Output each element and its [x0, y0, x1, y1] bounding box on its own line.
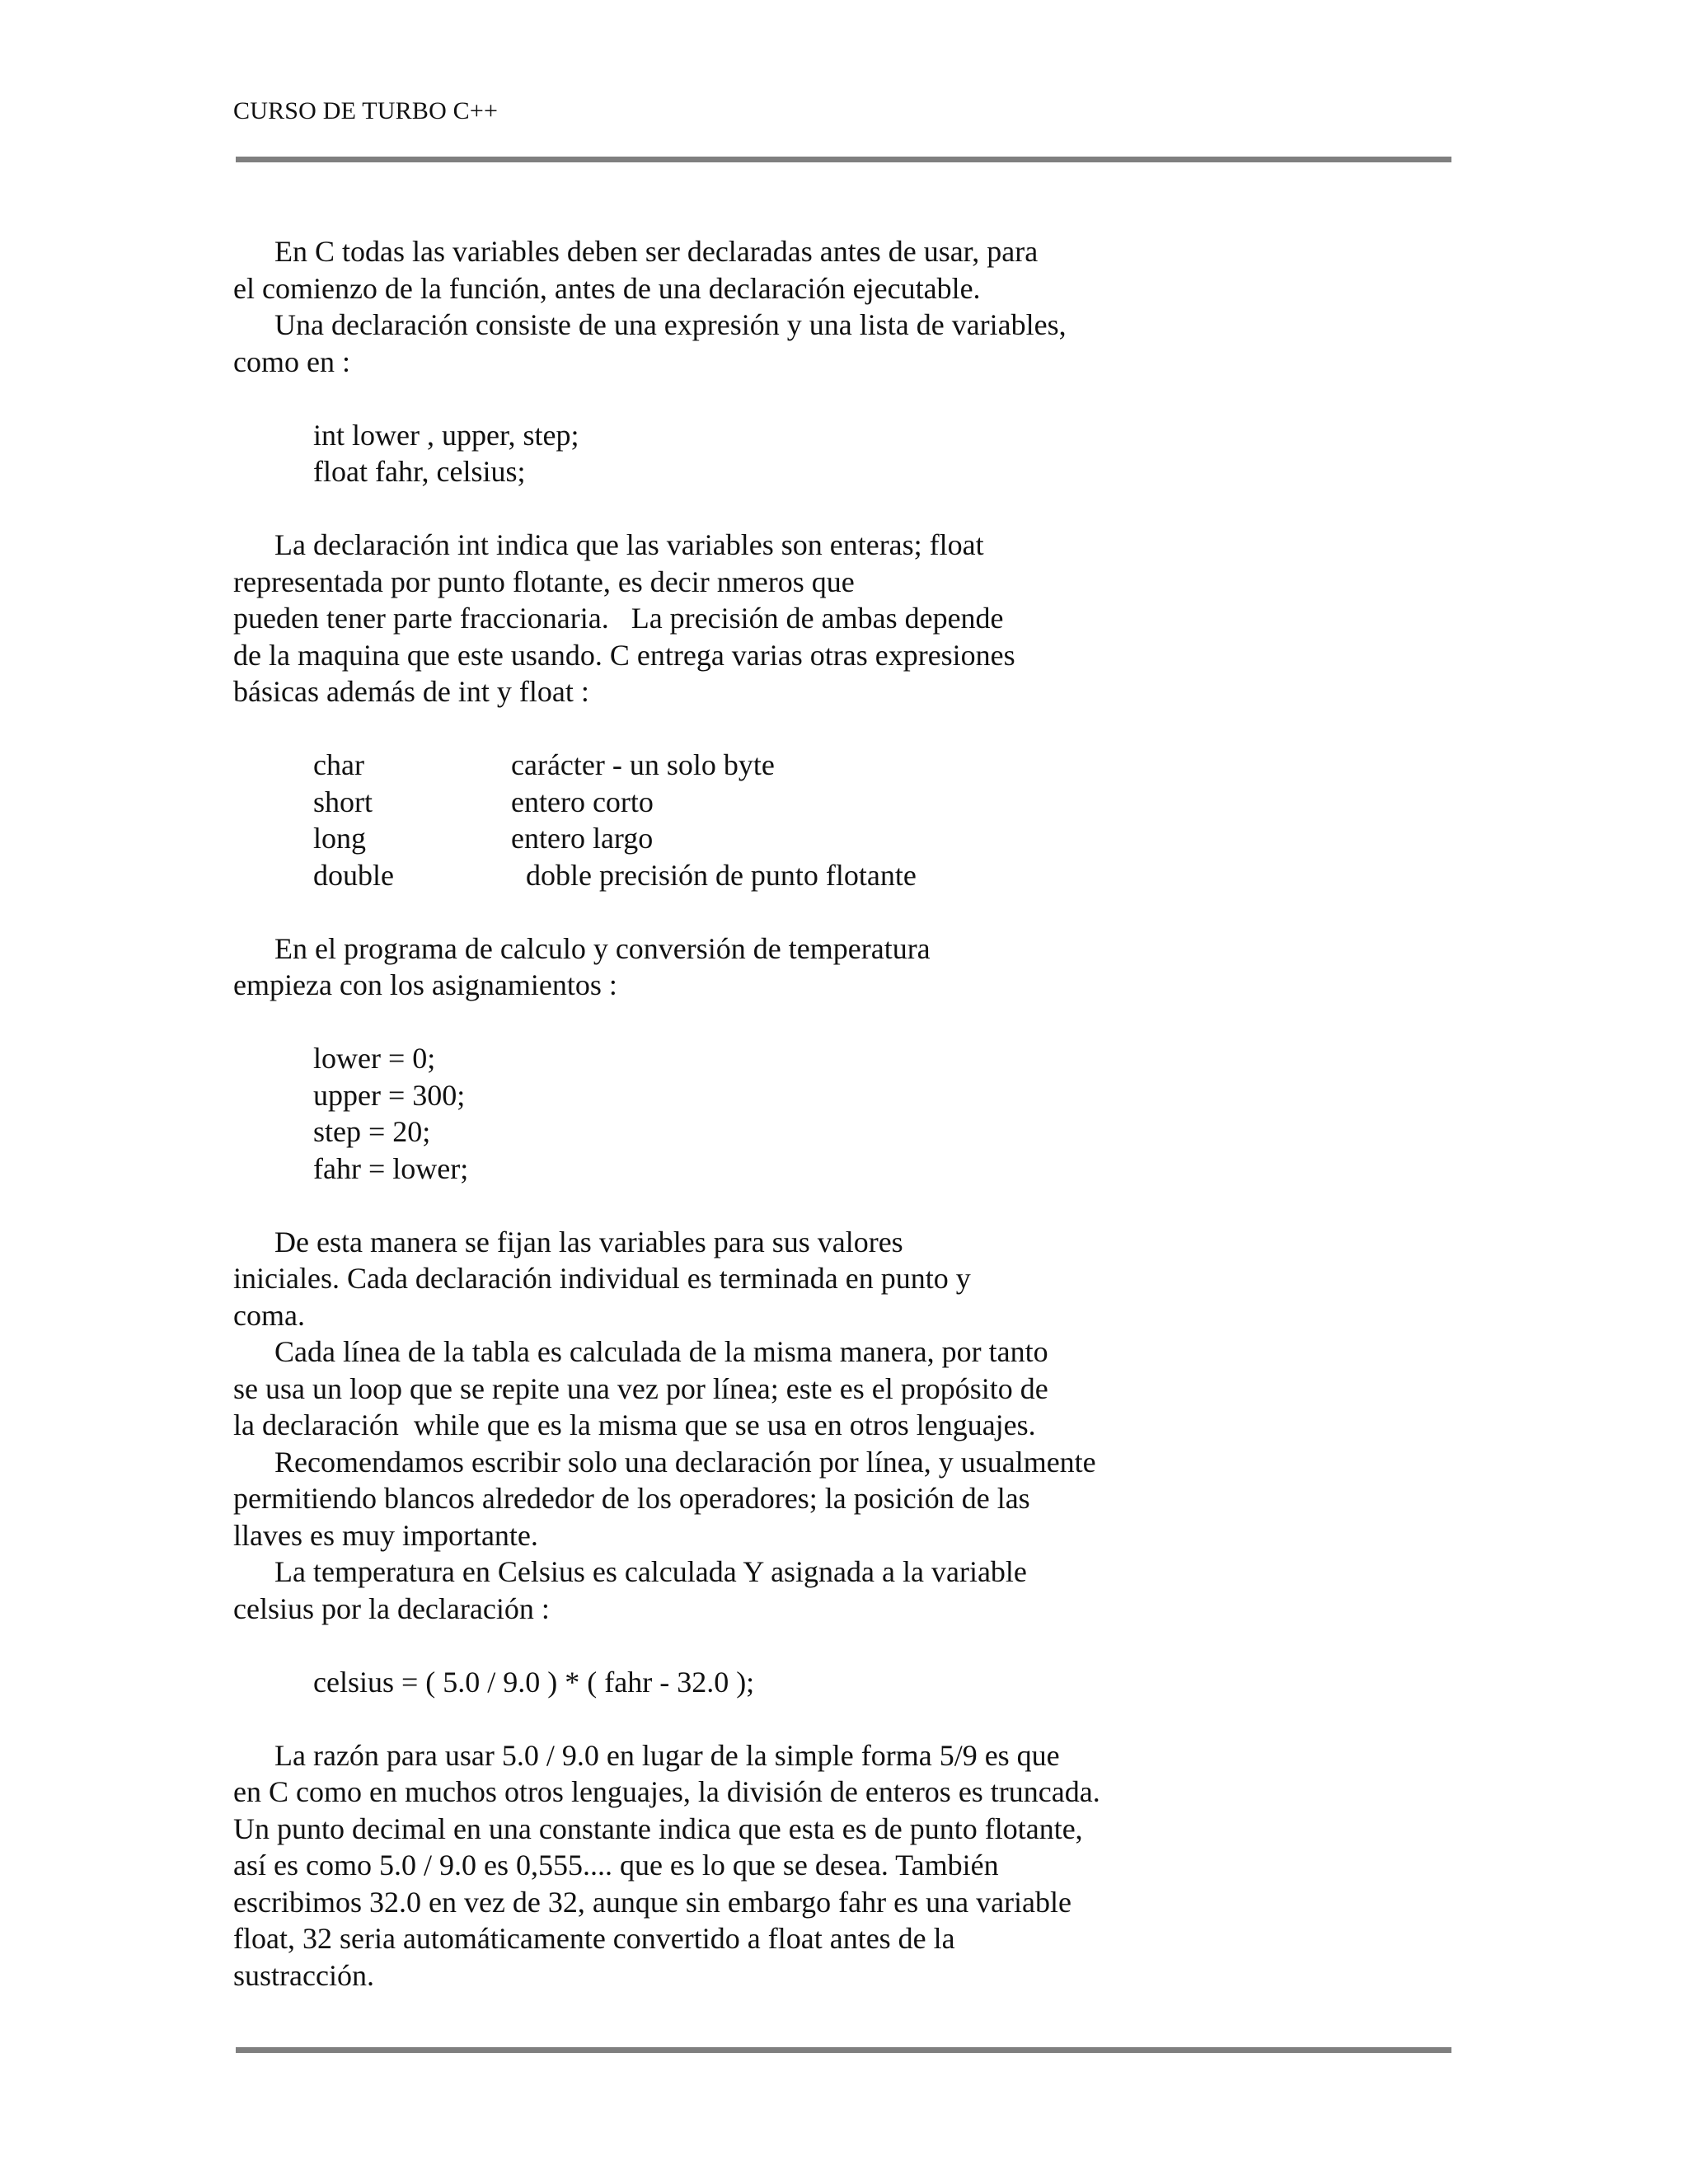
type-row — [233, 747, 1453, 784]
body-text — [233, 233, 1453, 1994]
spacer — [233, 893, 1453, 930]
text-line: Un punto decimal en una constante indica que esta es de punto flotante, — [233, 1811, 1083, 1845]
spacer — [233, 380, 1453, 417]
text-line: escribimos 32.0 en vez de 32, aunque sin embargo fahr es una variable — [233, 1885, 1071, 1919]
text-line: representada por punto flotante, es decir nmeros que — [233, 565, 855, 598]
paragraph-while-loop — [233, 1333, 1453, 1444]
spacer — [233, 1187, 1453, 1224]
type-name: long — [313, 822, 367, 855]
text-line: iniciales. Cada declaración individual es terminada en punto y — [233, 1262, 971, 1295]
type-description: carácter - un solo byte — [511, 748, 775, 781]
code-line: upper = 300; — [313, 1078, 466, 1112]
code-line: step = 20; — [313, 1115, 431, 1148]
paragraph-program-assignments — [233, 930, 1453, 1004]
text-line: se usa un loop que se repite una vez por línea; este es el propósito de — [233, 1371, 1048, 1405]
spacer — [233, 710, 1453, 748]
type-row — [233, 820, 1453, 857]
spacer — [233, 1627, 1453, 1664]
type-row — [233, 857, 1453, 894]
text-line: La declaración int indica que las variables son enteras; float — [274, 528, 984, 561]
text-line: En C todas las variables deben ser declaradas antes de usar, para — [274, 235, 1039, 268]
code-line: fahr = lower; — [313, 1151, 469, 1185]
text-line: coma. — [233, 1298, 305, 1332]
text-line: de la maquina que este usando. C entrega varias otras expresiones — [233, 638, 1015, 672]
text-line: pueden tener parte fraccionaria. La precisión de ambas depende — [233, 602, 1004, 635]
paragraph-style-recommendation — [233, 1444, 1453, 1554]
text-line: en C como en muchos otros lenguajes, la división de enteros es truncada. — [233, 1775, 1100, 1808]
text-line: el comienzo de la función, antes de una declaración ejecutable. — [233, 271, 981, 305]
types-table — [233, 747, 1453, 893]
text-line: La temperatura en Celsius es calculada Y asignada a la variable — [274, 1555, 1027, 1588]
type-name: double — [313, 858, 394, 892]
text-line: De esta manera se fijan las variables para sus valores — [274, 1225, 903, 1258]
text-line: Una declaración consiste de una expresión y una lista de variables, — [274, 308, 1067, 341]
spacer — [233, 1700, 1453, 1737]
text-line: empieza con los asignamientos : — [233, 968, 617, 1001]
type-name: short — [313, 785, 373, 818]
type-description: doble precisión de punto flotante — [526, 858, 917, 892]
text-line: celsius por la declaración : — [233, 1591, 550, 1625]
text-line: Recomendamos escribir solo una declaración por línea, y usualmente — [274, 1445, 1096, 1479]
code-line: lower = 0; — [313, 1042, 436, 1075]
text-line: como en : — [233, 344, 350, 378]
code-line: int lower , upper, step; — [313, 418, 579, 452]
type-description: entero corto — [511, 785, 654, 818]
type-name: char — [313, 748, 364, 781]
code-block-celsius — [233, 1664, 1453, 1701]
paragraph-float-division — [233, 1737, 1453, 1994]
paragraph-declaration-definition — [233, 307, 1453, 380]
text-line: así es como 5.0 / 9.0 es 0,555.... que es lo que se desea. También — [233, 1849, 999, 1882]
type-description: entero largo — [511, 822, 654, 855]
spacer — [233, 1004, 1453, 1041]
text-line: básicas además de int y float : — [233, 675, 589, 708]
text-line: En el programa de calculo y conversión de temperatura — [274, 931, 931, 965]
text-line: llaves es muy importante. — [233, 1518, 538, 1552]
paragraph-initial-values — [233, 1224, 1453, 1334]
text-line: La razón para usar 5.0 / 9.0 en lugar de la simple forma 5/9 es que — [274, 1738, 1060, 1772]
spacer — [233, 490, 1453, 527]
text-line: permitiendo blancos alrededor de los operadores; la posición de las — [233, 1482, 1030, 1515]
paragraph-declarations-intro — [233, 233, 1453, 307]
header-rule — [236, 157, 1451, 162]
text-line: Cada línea de la tabla es calculada de la misma manera, por tanto — [274, 1335, 1048, 1368]
type-row — [233, 784, 1453, 821]
code-block-declarations — [233, 417, 1453, 490]
paragraph-celsius-assignment — [233, 1554, 1453, 1627]
paragraph-int-float — [233, 527, 1453, 710]
code-line: celsius = ( 5.0 / 9.0 ) * ( fahr - 32.0 ); — [313, 1665, 755, 1699]
text-line: la declaración while que es la misma que se usa en otros lenguajes. — [233, 1408, 1036, 1441]
text-line: sustracción. — [233, 1958, 374, 1992]
code-line: float fahr, celsius; — [313, 455, 526, 488]
page-header-title: CURSO DE TURBO C++ — [233, 97, 499, 124]
footer-rule — [236, 2047, 1451, 2053]
text-line: float, 32 seria automáticamente convertido a float antes de la — [233, 1922, 955, 1955]
code-block-assignments — [233, 1040, 1453, 1187]
